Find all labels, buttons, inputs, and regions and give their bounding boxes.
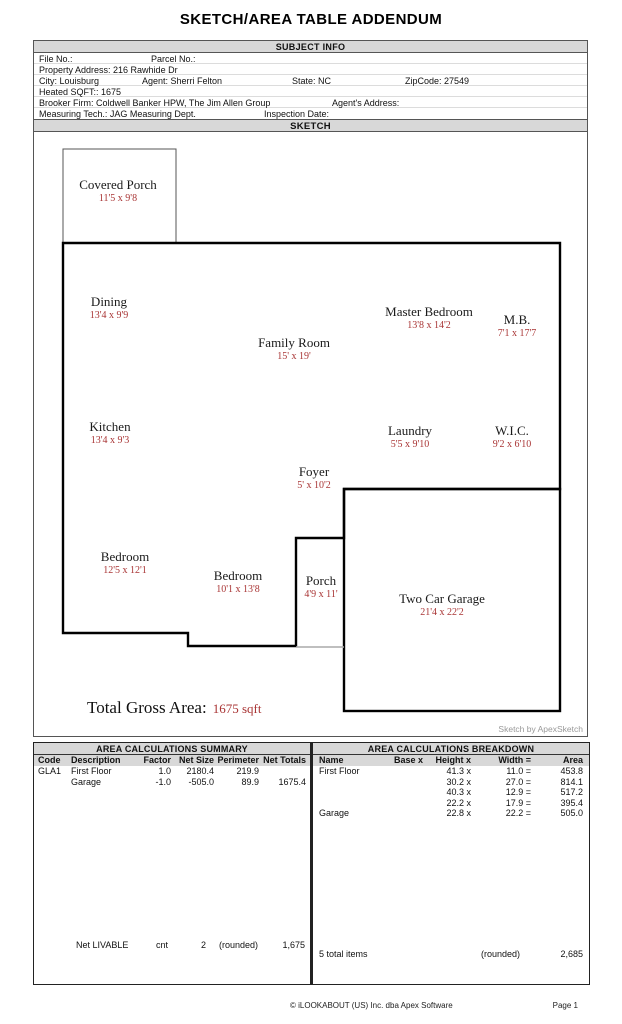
room-two-car-garage: Two Car Garage 21'4 x 22'2 [399, 591, 485, 618]
table-row: GLA1 First Floor 1.0 2180.4 219.9 [38, 766, 259, 776]
total-items-label: 5 total items [319, 949, 368, 959]
page-title: SKETCH/AREA TABLE ADDENDUM [179, 11, 443, 28]
col-perimeter: Perimeter [217, 755, 259, 765]
net-livable-total: 1,675 [282, 940, 305, 950]
room-foyer: Foyer 5' x 10'2 [297, 464, 331, 491]
col-net-totals: Net Totals [263, 755, 306, 765]
table-row: 40.3 x 12.9 = 517.2 [446, 787, 583, 797]
field-city: City: Louisburg [39, 76, 100, 86]
room-family-room: Family Room 15' x 19' [258, 335, 330, 362]
subject-row-1 [34, 53, 587, 64]
field-measuring-tech: Measuring Tech.: JAG Measuring Dept. [39, 109, 196, 119]
summary-table [34, 743, 310, 984]
breakdown-table-headers [313, 755, 589, 766]
area-calculations [33, 742, 590, 985]
total-gross-area-label: Total Gross Area: [87, 698, 207, 717]
subject-row-3 [34, 75, 587, 86]
total-gross-area-value: 1675 sqft [212, 701, 262, 716]
col-name: Name [319, 755, 344, 765]
field-state: State: NC [292, 76, 332, 86]
footer-copyright: © iLOOKABOUT (US) Inc. dba Apex Software [290, 1001, 453, 1010]
sketch-section-header: SKETCH [34, 119, 587, 132]
room-mb: M.B. 7'1 x 17'7 [497, 312, 537, 339]
room-porch: Porch 4'9 x 11' [304, 573, 338, 600]
room-covered-porch: Covered Porch 11'5 x 9'8 [79, 177, 157, 204]
col-description: Description [71, 755, 121, 765]
col-code: Code [38, 755, 61, 765]
room-master-bedroom: Master Bedroom 13'8 x 14'2 [385, 304, 473, 331]
subject-row-6 [34, 108, 587, 119]
breakdown-table-footer [313, 949, 589, 960]
field-agents-address: Agent's Address: [332, 98, 400, 108]
net-livable-label: Net LIVABLE [76, 940, 129, 950]
table-row: Garage -1.0 -505.0 89.9 1675.4 [71, 776, 306, 787]
rounded-label: (rounded) [219, 940, 259, 950]
subject-info-header: SUBJECT INFO [34, 41, 587, 53]
table-row: 22.2 x 17.9 = 395.4 [446, 797, 583, 808]
field-property-address: Property Address: 216 Rawhide Dr [39, 65, 178, 75]
table-row: First Floor 41.3 x 11.0 = 453.8 [319, 766, 583, 776]
total-gross-area [87, 698, 261, 718]
col-area: Area [562, 755, 583, 765]
col-base: Base x [393, 755, 423, 765]
table-row: 30.2 x 27.0 = 814.1 [446, 776, 583, 787]
table-row: Garage 22.8 x 22.2 = 505.0 [319, 808, 583, 818]
room-bedroom-1: Bedroom 12'5 x 12'1 [100, 549, 150, 576]
field-parcel-no: Parcel No.: [151, 54, 196, 64]
col-factor: Factor [143, 755, 171, 765]
room-bedroom-2: Bedroom 10'1 x 13'8 [213, 568, 263, 595]
footer-page-number: Page 1 [552, 1001, 578, 1010]
col-net-size: Net Size [178, 755, 214, 765]
field-agent: Agent: Sherri Felton [142, 76, 223, 86]
summary-table-footer [34, 940, 310, 951]
floorplan-sketch [34, 132, 587, 736]
field-file-no: File No.: [39, 54, 73, 64]
net-livable-unit: cnt [156, 940, 169, 950]
field-inspection-date: Inspection Date: [264, 109, 330, 119]
col-width: Width = [498, 755, 531, 765]
rounded-label: (rounded) [481, 949, 521, 959]
net-livable-count: 2 [201, 940, 207, 950]
col-height: Height x [435, 755, 471, 765]
subject-row-4 [34, 86, 587, 97]
room-kitchen: Kitchen 13'4 x 9'3 [89, 419, 131, 446]
breakdown-table [313, 743, 589, 984]
breakdown-table-title: AREA CALCULATIONS BREAKDOWN [313, 743, 589, 755]
form-box [33, 40, 588, 737]
total-items-value: 2,685 [560, 949, 583, 959]
sketch-credit: Sketch by ApexSketch [498, 724, 583, 734]
room-wic: W.I.C. 9'2 x 6'10 [492, 423, 532, 450]
room-laundry: Laundry 5'5 x 9'10 [387, 423, 433, 450]
field-broker-firm: Brooker Firm: Coldwell Banker HPW, The Jim Allen Group [39, 98, 271, 108]
field-zipcode: ZipCode: 27549 [405, 76, 470, 86]
room-dining: Dining 13'4 x 9'9 [89, 294, 129, 321]
summary-table-title: AREA CALCULATIONS SUMMARY [34, 743, 310, 755]
subject-row-2 [34, 64, 587, 75]
field-heated-sqft: Heated SQFT:: 1675 [39, 87, 122, 97]
summary-table-headers [34, 755, 310, 766]
subject-row-5 [34, 97, 587, 108]
